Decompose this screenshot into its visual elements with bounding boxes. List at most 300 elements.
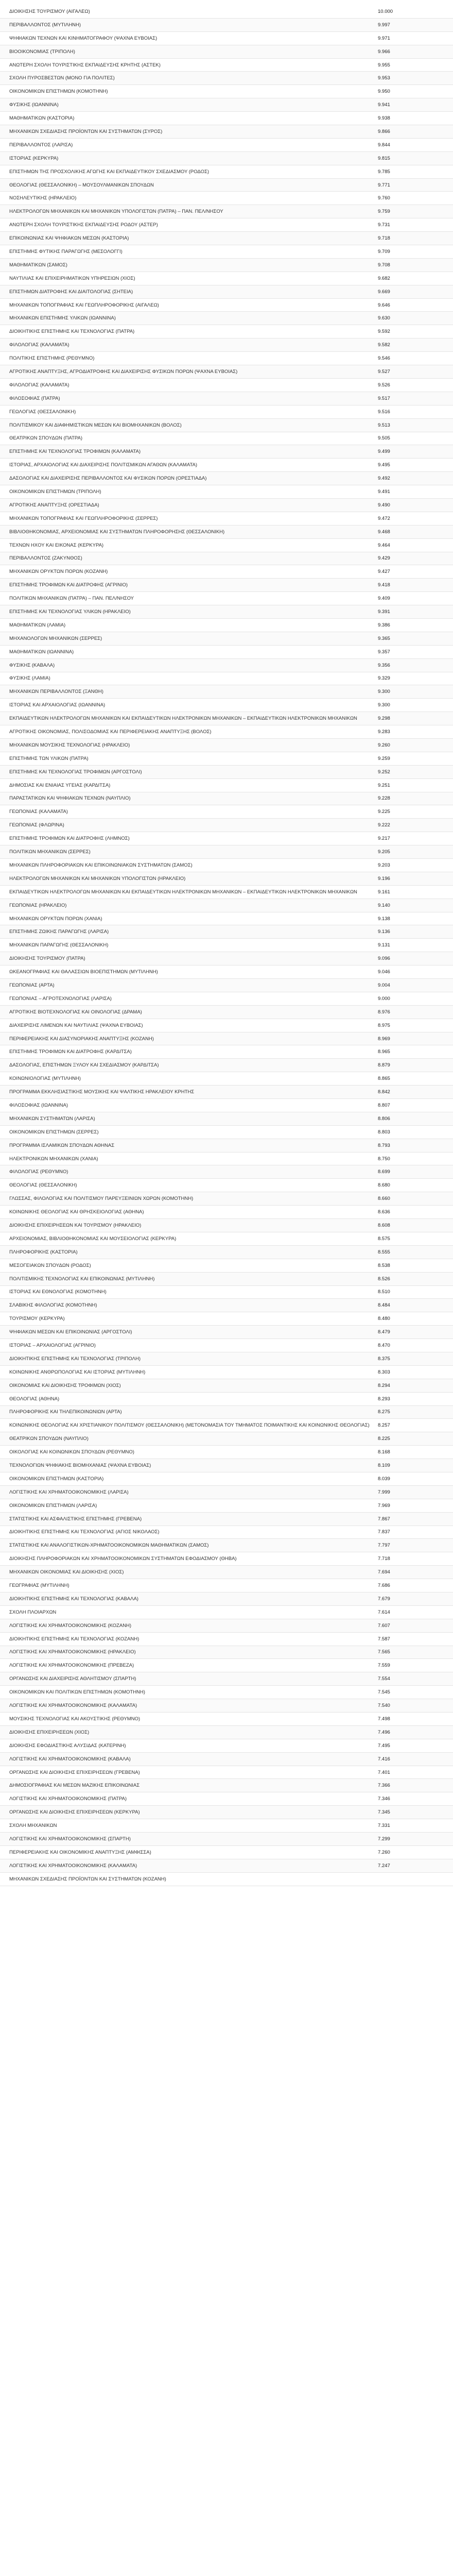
department-name: ΙΣΤΟΡΙΑΣ (ΚΕΡΚΥΡΑ) [0,151,377,165]
table-row [0,645,453,658]
department-name: ΕΠΙΣΤΗΜΗΣ ΖΩΙΚΗΣ ΠΑΡΑΓΩΓΗΣ (ΛΑΡΙΣΑ) [0,925,377,939]
department-name: ΤΟΥΡΙΣΜΟΥ (ΚΕΡΚΥΡΑ) [0,1312,377,1326]
table-row [0,859,453,872]
table-row [0,1312,453,1326]
base-score: 9.228 [377,792,453,805]
base-score: 9.592 [377,325,453,338]
base-score: 9.131 [377,939,453,952]
table-row [0,658,453,672]
base-score: 8.257 [377,1419,453,1432]
base-score: 9.955 [377,58,453,72]
department-name: ΜΟΥΣΙΚΗΣ ΤΕΧΝΟΛΟΓΙΑΣ ΚΑΙ ΑΚΟΥΣΤΙΚΗΣ (ΡΕΘΥΜΝΟ) [0,1713,377,1726]
department-name: ΔΙΟΙΚΗΤΙΚΗΣ ΕΠΙΣΤΗΜΗΣ ΚΑΙ ΤΕΧΝΟΛΟΓΙΑΣ (ΚΑΒΑΛΑ) [0,1592,377,1605]
table-row [0,498,453,512]
base-score: 9.464 [377,538,453,552]
base-score: 8.699 [377,1165,453,1179]
table-row [0,1019,453,1032]
base-score: 7.686 [377,1579,453,1592]
base-score: 7.540 [377,1699,453,1713]
department-name: ΜΕΣΟΓΕΙΑΚΩΝ ΣΠΟΥΔΩΝ (ΡΟΔΟΣ) [0,1259,377,1272]
department-name: ΕΚΠΑΙΔΕΥΤΙΚΩΝ ΗΛΕΚΤΡΟΛΟΓΩΝ ΜΗΧΑΝΙΚΩΝ ΚΑΙ ΕΚΠΑΙΔΕΥΤΙΚΩΝ ΗΛΕΚΤΡΟΝΙΚΩΝ ΜΗΧΑΝΙΚΩΝ – ΕΚΠΑΙΔΕΥΤΙΚΩΝ ΗΛΕΚΤΡΟΝΙΚΩΝ ΜΗΧΑΝΙΚΩΝ [0,885,377,899]
base-score: 9.429 [377,552,453,565]
base-score: 9.357 [377,645,453,658]
base-score: 8.168 [377,1446,453,1459]
table-row [0,1766,453,1779]
base-score: 9.468 [377,525,453,538]
department-name: ΘΕΟΛΟΓΙΑΣ (ΑΘΗΝΑ) [0,1392,377,1405]
department-name: ΔΙΟΙΚΗΤΙΚΗΣ ΕΠΙΣΤΗΜΗΣ ΚΑΙ ΤΕΧΝΟΛΟΓΙΑΣ (ΑΓΙΟΣ ΝΙΚΟΛΑΟΣ) [0,1526,377,1539]
department-name: ΟΡΓΑΝΩΣΗΣ ΚΑΙ ΔΙΟΙΚΗΣΗΣ ΕΠΙΧΕΙΡΗΣΕΩΝ (ΚΕΡΚΥΡΑ) [0,1806,377,1819]
department-name: ΕΠΙΣΤΗΜΩΝ ΤΗΣ ΠΡΟΣΧΟΛΙΚΗΣ ΑΓΩΓΗΣ ΚΑΙ ΕΚΠΑΙΔΕΥΤΙΚΟΥ ΣΧΕΔΙΑΣΜΟΥ (ΡΟΔΟΣ) [0,165,377,178]
base-score: 8.636 [377,1206,453,1219]
department-name: ΑΓΡΟΤΙΚΗΣ ΑΝΑΠΤΥΞΗΣ, ΑΓΡΟΔΙΑΤΡΟΦΗΣ ΚΑΙ ΔΙΑΧΕΙΡΙΣΗΣ ΦΥΣΙΚΩΝ ΠΟΡΩΝ (ΨΑΧΝΑ ΕΥΒΟΙΑΣ) [0,365,377,379]
table-row [0,205,453,218]
table-row [0,1059,453,1072]
department-name: ΔΑΣΟΛΟΓΙΑΣ, ΕΠΙΣΤΗΜΩΝ ΞΥΛΟΥ ΚΑΙ ΣΧΕΔΙΑΣΜΟΥ (ΚΑΡΔΙΤΣΑ) [0,1059,377,1072]
department-name: ΠΕΡΙΦΕΡΕΙΑΚΗΣ ΚΑΙ ΔΙΑΣΥΝΟΡΙΑΚΗΣ ΑΝΑΠΤΥΞΗΣ (ΚΟΖΑΝΗ) [0,1032,377,1045]
department-name: ΜΗΧΑΝΙΚΩΝ ΠΑΡΑΓΩΓΗΣ (ΘΕΣΣΑΛΟΝΙΚΗ) [0,939,377,952]
department-name: ΣΤΑΤΙΣΤΙΚΗΣ ΚΑΙ ΑΝΑΛΟΓΙΣΤΙΚΩΝ-ΧΡΗΜΑΤΟΟΙΚΟΝΟΜΙΚΩΝ ΜΑΘΗΜΑΤΙΚΩΝ (ΣΑΜΟΣ) [0,1539,377,1552]
table-row [0,965,453,979]
department-name: ΠΕΡΙΒΑΛΛΟΝΤΟΣ (ΜΥΤΙΛΗΝΗ) [0,18,377,31]
department-name: ΝΟΣΗΛΕΥΤΙΚΗΣ (ΗΡΑΚΛΕΙΟ) [0,192,377,205]
base-score: 9.418 [377,579,453,592]
base-score: 8.555 [377,1245,453,1259]
department-name: ΜΗΧΑΝΙΚΩΝ ΟΙΚΟΝΟΜΙΑΣ ΚΑΙ ΔΙΟΙΚΗΣΗΣ (ΧΙΟΣ) [0,1566,377,1579]
table-row [0,485,453,499]
department-name: ΚΟΙΝΩΝΙΚΗΣ ΘΕΟΛΟΓΙΑΣ ΚΑΙ ΧΡΙΣΤΙΑΝΙΚΟΥ ΠΟΛΙΤΙΣΜΟΥ (ΘΕΣΣΑΛΟΝΙΚΗ) (ΜΕΤΟΝΟΜΑΣΙΑ ΤΟΥ ΤΜΗΜΑΤΟΣ ΠΟΙΜΑΝΤΙΚΗΣ ΚΑΙ ΚΟΙΝΩΝΙΚΗΣ ΘΕΟΛΟΓΙΑΣ) [0,1419,377,1432]
table-row [0,1539,453,1552]
table-row [0,1192,453,1206]
base-score: 8.109 [377,1459,453,1472]
department-name: ΠΕΡΙΒΑΛΛΟΝΤΟΣ (ΛΑΡΙΣΑ) [0,138,377,151]
department-name: ΦΙΛΟΛΟΓΙΑΣ (ΚΑΛΑΜΑΤΑ) [0,338,377,352]
department-name: ΕΠΙΣΤΗΜΗΣ ΚΑΙ ΤΕΧΝΟΛΟΓΙΑΣ ΤΡΟΦΙΜΩΝ (ΑΡΓΟΣΤΟΛΙ) [0,765,377,778]
table-row [0,1206,453,1219]
table-row [0,1272,453,1285]
table-row [0,125,453,139]
department-name: ΗΛΕΚΤΡΟΝΙΚΩΝ ΜΗΧΑΝΙΚΩΝ (ΧΑΝΙΑ) [0,1152,377,1165]
base-score: 8.608 [377,1219,453,1232]
base-score: 7.498 [377,1713,453,1726]
base-score: 8.680 [377,1179,453,1192]
table-row [0,992,453,1005]
table-row [0,1072,453,1086]
department-name: ΓΛΩΣΣΑΣ, ΦΙΛΟΛΟΓΙΑΣ ΚΑΙ ΠΟΛΙΤΙΣΜΟΥ ΠΑΡΕΥΞΕΙΝΙΩΝ ΧΩΡΩΝ (ΚΟΜΟΤΗΝΗ) [0,1192,377,1206]
department-name: ΔΙΟΙΚΗΤΙΚΗΣ ΕΠΙΣΤΗΜΗΣ ΚΑΙ ΤΕΧΝΟΛΟΓΙΑΣ (ΤΡΙΠΟΛΗ) [0,1352,377,1365]
base-score: 9.709 [377,245,453,259]
table-row [0,885,453,899]
base-score: 9.513 [377,418,453,432]
table-row [0,899,453,912]
base-score: 9.252 [377,765,453,778]
base-score: 9.760 [377,192,453,205]
table-row [0,1605,453,1619]
base-score: 7.679 [377,1592,453,1605]
table-row [0,912,453,925]
base-score: 7.496 [377,1725,453,1739]
table-row [0,1446,453,1459]
department-name: ΜΑΘΗΜΑΤΙΚΩΝ (ΙΩΑΝΝΙΝΑ) [0,645,377,658]
department-name: ΔΑΣΟΛΟΓΙΑΣ ΚΑΙ ΔΙΑΧΕΙΡΙΣΗΣ ΠΕΡΙΒΑΛΛΟΝΤΟΣ ΚΑΙ ΦΥΣΙΚΩΝ ΠΟΡΩΝ (ΟΡΕΣΤΙΑΔΑ) [0,472,377,485]
table-row [0,1632,453,1646]
table-row [0,138,453,151]
base-score: 8.275 [377,1405,453,1419]
department-name: ΦΙΛΟΛΟΓΙΑΣ (ΚΑΛΑΜΑΤΑ) [0,378,377,392]
base-score: 9.630 [377,312,453,325]
table-row [0,472,453,485]
base-score: 8.803 [377,1125,453,1139]
department-name: ΔΙΟΙΚΗΣΗΣ ΕΠΙΧΕΙΡΗΣΕΩΝ (ΧΙΟΣ) [0,1725,377,1739]
table-row [0,1219,453,1232]
department-name: ΕΠΙΣΤΗΜΗΣ ΚΑΙ ΤΕΧΝΟΛΟΓΙΑΣ ΥΛΙΚΩΝ (ΗΡΑΚΛΕΙΟ) [0,605,377,619]
base-score: 9.391 [377,605,453,619]
department-name: ΘΕΑΤΡΙΚΩΝ ΣΠΟΥΔΩΝ (ΠΑΤΡΑ) [0,432,377,445]
base-score: 8.294 [377,1379,453,1392]
base-score: 8.225 [377,1432,453,1446]
base-score: 9.386 [377,618,453,632]
base-score: 8.575 [377,1232,453,1245]
department-name: ΠΕΡΙΦΕΡΕΙΑΚΗΣ ΚΑΙ ΟΙΚΟΝΟΜΙΚΗΣ ΑΝΑΠΤΥΞΗΣ (ΑΜΦΙΣΣΑ) [0,1845,377,1859]
department-name: ΜΑΘΗΜΑΤΙΚΩΝ (ΣΑΜΟΣ) [0,258,377,272]
table-row [0,1432,453,1446]
department-name: ΘΕΑΤΡΙΚΩΝ ΣΠΟΥΔΩΝ (ΝΑΥΠΛΙΟ) [0,1432,377,1446]
department-name: ΕΠΙΣΤΗΜΗΣ ΚΑΙ ΤΕΧΝΟΛΟΓΙΑΣ ΤΡΟΦΙΜΩΝ (ΚΑΛΑΜΑΤΑ) [0,445,377,459]
table-row [0,1365,453,1379]
department-name: ΜΗΧΑΝΙΚΩΝ ΣΧΕΔΙΑΣΗΣ ΠΡΟΪΟΝΤΩΝ ΚΑΙ ΣΥΣΤΗΜΑΤΩΝ (ΚΟΖΑΝΗ) [0,1872,377,1886]
table-row [0,792,453,805]
department-name: ΑΓΡΟΤΙΚΗΣ ΑΝΑΠΤΥΞΗΣ (ΟΡΕΣΤΙΑΔΑ) [0,498,377,512]
base-score: 9.785 [377,165,453,178]
table-row [0,1352,453,1365]
department-name: ΜΗΧΑΝΟΛΟΓΩΝ ΜΗΧΑΝΙΚΩΝ (ΣΕΡΡΕΣ) [0,632,377,645]
department-name: ΦΥΣΙΚΗΣ (ΚΑΒΑΛΑ) [0,658,377,672]
base-score: 9.203 [377,859,453,872]
table-row [0,618,453,632]
base-score: 9.953 [377,72,453,85]
base-score: 9.205 [377,845,453,859]
department-name: ΠΑΡΑΣΤΑΤΙΚΩΝ ΚΑΙ ΨΗΦΙΑΚΩΝ ΤΕΧΝΩΝ (ΝΑΥΠΛΙΟ) [0,792,377,805]
base-score: 8.510 [377,1285,453,1299]
base-score: 9.298 [377,712,453,725]
base-score: 9.300 [377,699,453,712]
department-name: ΟΙΚΟΝΟΜΙΚΩΝ ΕΠΙΣΤΗΜΩΝ (ΚΟΜΟΤΗΝΗ) [0,85,377,98]
department-name: ΛΟΓΙΣΤΙΚΗΣ ΚΑΙ ΧΡΗΜΑΤΟΟΙΚΟΝΟΜΙΚΗΣ (ΚΑΛΑΜΑΤΑ) [0,1699,377,1713]
department-name: ΣΧΟΛΗ ΜΗΧΑΝΙΚΩΝ [0,1819,377,1833]
table-row [0,365,453,379]
table-row [0,592,453,605]
table-row [0,151,453,165]
department-name: ΜΗΧΑΝΙΚΩΝ ΟΡΥΚΤΩΝ ΠΟΡΩΝ (ΧΑΝΙΑ) [0,912,377,925]
table-row [0,778,453,792]
base-score: 9.517 [377,392,453,405]
base-score: 7.969 [377,1499,453,1512]
department-name: ΙΣΤΟΡΙΑΣ ΚΑΙ ΕΘΝΟΛΟΓΙΑΣ (ΚΟΜΟΤΗΝΗ) [0,1285,377,1299]
department-name: ΟΙΚΟΝΟΜΙΚΩΝ ΕΠΙΣΤΗΜΩΝ (ΛΑΡΙΣΑ) [0,1499,377,1512]
department-name: ΜΗΧΑΝΙΚΩΝ ΣΧΕΔΙΑΣΗΣ ΠΡΟΪΟΝΤΩΝ ΚΑΙ ΣΥΣΤΗΜΑΤΩΝ (ΣΥΡΟΣ) [0,125,377,139]
table-row [0,1392,453,1405]
base-score: 9.966 [377,45,453,58]
department-name: ΕΠΙΣΤΗΜΩΝ ΔΙΑΤΡΟΦΗΣ ΚΑΙ ΔΙΑΙΤΟΛΟΓΙΑΣ (ΣΗΤΕΙΑ) [0,285,377,298]
department-name: ΙΣΤΟΡΙΑΣ, ΑΡΧΑΙΟΛΟΓΙΑΣ ΚΑΙ ΔΙΑΧΕΙΡΙΣΗΣ ΠΟΛΙΤΙΣΜΙΚΩΝ ΑΓΑΘΩΝ (ΚΑΛΑΜΑΤΑ) [0,459,377,472]
base-score: 7.554 [377,1672,453,1686]
base-score: 8.975 [377,1019,453,1032]
department-name: ΜΗΧΑΝΙΚΩΝ ΤΟΠΟΓΡΑΦΙΑΣ ΚΑΙ ΓΕΩΠΛΗΡΟΦΟΡΙΚΗΣ (ΣΕΡΡΕΣ) [0,512,377,525]
table-row [0,939,453,952]
table-row [0,1259,453,1272]
base-score: 7.867 [377,1512,453,1526]
department-name: ΜΗΧΑΝΙΚΩΝ ΜΟΥΣΙΚΗΣ ΤΕΧΝΟΛΟΓΙΑΣ (ΗΡΑΚΛΕΙΟ) [0,738,377,752]
department-name: ΠΛΗΡΟΦΟΡΙΚΗΣ (ΚΑΣΤΟΡΙΑ) [0,1245,377,1259]
table-row [0,1099,453,1112]
table-row [0,765,453,778]
table-row [0,418,453,432]
department-name: ΝΑΥΤΙΛΙΑΣ ΚΑΙ ΕΠΙΧΕΙΡΗΜΑΤΙΚΩΝ ΥΠΗΡΕΣΙΩΝ (ΧΙΟΣ) [0,272,377,285]
department-name: ΛΟΓΙΣΤΙΚΗΣ ΚΑΙ ΧΡΗΜΑΤΟΟΙΚΟΝΟΜΙΚΗΣ (ΠΑΤΡΑ) [0,1792,377,1806]
department-name: ΙΣΤΟΡΙΑΣ ΚΑΙ ΑΡΧΑΙΟΛΟΓΙΑΣ (ΙΩΑΝΝΙΝΑ) [0,699,377,712]
base-score: 9.251 [377,778,453,792]
department-name: ΦΙΛΟΛΟΓΙΑΣ (ΡΕΘΥΜΝΟ) [0,1165,377,1179]
base-score: 7.345 [377,1806,453,1819]
base-score: 9.582 [377,338,453,352]
department-name: ΠΟΛΙΤΙΚΩΝ ΜΗΧΑΝΙΚΩΝ (ΠΑΤΡΑ) – ΠΑΝ. ΠΕΛ/ΝΗΣΟΥ [0,592,377,605]
department-name: ΕΠΙΣΤΗΜΗΣ ΤΩΝ ΥΛΙΚΩΝ (ΠΑΤΡΑ) [0,752,377,765]
base-score: 8.526 [377,1272,453,1285]
base-score: 9.356 [377,658,453,672]
base-score: 10.000 [377,5,453,18]
table-row [0,1086,453,1099]
table-row [0,1806,453,1819]
department-name: ΗΛΕΚΤΡΟΛΟΓΩΝ ΜΗΧΑΝΙΚΩΝ ΚΑΙ ΜΗΧΑΝΙΚΩΝ ΥΠΟΛΟΓΙΣΤΩΝ (ΗΡΑΚΛΕΙΟ) [0,872,377,885]
base-score: 7.299 [377,1833,453,1846]
base-score: 9.815 [377,151,453,165]
base-score: 9.516 [377,405,453,418]
department-name: ΠΛΗΡΟΦΟΡΙΚΗΣ ΚΑΙ ΤΗΛΕΠΙΚΟΙΝΩΝΙΩΝ (ΑΡΤΑ) [0,1405,377,1419]
department-name: ΘΕΟΛΟΓΙΑΣ (ΘΕΣΣΑΛΟΝΙΚΗ) [0,1179,377,1192]
department-name: ΟΙΚΟΝΟΜΙΑΣ ΚΑΙ ΔΙΟΙΚΗΣΗΣ ΤΡΟΦΙΜΩΝ (ΧΙΟΣ) [0,1379,377,1392]
department-name: ΔΙΟΙΚΗΣΗΣ ΕΦΟΔΙΑΣΤΙΚΗΣ ΑΛΥΣΙΔΑΣ (ΚΑΤΕΡΙΝΗ) [0,1739,377,1752]
department-name: ΑΓΡΟΤΙΚΗΣ ΟΙΚΟΝΟΜΙΑΣ, ΠΟΛΙΣΟΔΟΜΙΑΣ ΚΑΙ ΠΕΡΙΦΕΡΕΙΑΚΗΣ ΑΝΑΠΤΥΞΗΣ (ΒΟΛΟΣ) [0,725,377,739]
base-score: 9.718 [377,232,453,245]
base-score: 7.797 [377,1539,453,1552]
base-score: 7.366 [377,1779,453,1792]
department-name: ΦΙΛΟΣΟΦΙΑΣ (ΙΩΑΝΝΙΝΑ) [0,1099,377,1112]
department-name: ΓΕΩΠΟΝΙΑΣ (ΑΡΤΑ) [0,979,377,992]
table-row [0,31,453,45]
department-name: ΟΙΚΟΝΟΜΙΚΩΝ ΕΠΙΣΤΗΜΩΝ (ΚΑΣΤΟΡΙΑ) [0,1472,377,1485]
department-name: ΑΡΧΕΙΟΝΟΜΙΑΣ, ΒΙΒΛΙΟΘΗΚΟΝΟΜΙΑΣ ΚΑΙ ΜΟΥΣΕΙΟΛΟΓΙΑΣ (ΚΕΡΚΥΡΑ) [0,1232,377,1245]
table-row [0,538,453,552]
department-name: ΕΠΙΚΟΙΝΩΝΙΑΣ ΚΑΙ ΨΗΦΙΑΚΩΝ ΜΕΣΩΝ (ΚΑΣΤΟΡΙΑ) [0,232,377,245]
table-row [0,1752,453,1766]
department-name: ΕΠΙΣΤΗΜΗΣ ΤΡΟΦΙΜΩΝ ΚΑΙ ΔΙΑΤΡΟΦΗΣ (ΛΗΜΝΟΣ) [0,832,377,845]
base-score: 8.538 [377,1259,453,1272]
department-name: ΓΕΩΠΟΝΙΑΣ – ΑΓΡΟΤΕΧΝΟΛΟΓΙΑΣ (ΛΑΡΙΣΑ) [0,992,377,1005]
table-row [0,1592,453,1605]
base-score: 9.997 [377,18,453,31]
department-name: ΠΡΟΓΡΑΜΜΑ ΙΣΛΑΜΙΚΩΝ ΣΠΟΥΔΩΝ ΑΘΗΝΑΣ [0,1139,377,1152]
table-row [0,18,453,31]
base-score: 9.260 [377,738,453,752]
department-name: ΓΕΩΓΡΑΦΙΑΣ (ΜΥΤΙΛΗΝΗ) [0,1579,377,1592]
table-row [0,1045,453,1059]
base-score: 9.546 [377,352,453,365]
department-name: ΣΛΑΒΙΚΗΣ ΦΙΛΟΛΟΓΙΑΣ (ΚΟΜΟΤΗΝΗ) [0,1299,377,1312]
base-score: 9.004 [377,979,453,992]
department-name: ΛΟΓΙΣΤΙΚΗΣ ΚΑΙ ΧΡΗΜΑΤΟΟΙΚΟΝΟΜΙΚΗΣ (ΗΡΑΚΛΕΙΟ) [0,1646,377,1659]
department-name: ΒΙΒΛΙΟΘΗΚΟΝΟΜΙΑΣ, ΑΡΧΕΙΟΝΟΜΙΑΣ ΚΑΙ ΣΥΣΤΗΜΑΤΩΝ ΠΛΗΡΟΦΟΡΗΣΗΣ (ΘΕΣΣΑΛΟΝΙΚΗ) [0,525,377,538]
table-row [0,1739,453,1752]
table-row [0,1379,453,1392]
department-name: ΛΟΓΙΣΤΙΚΗΣ ΚΑΙ ΧΡΗΜΑΤΟΟΙΚΟΝΟΜΙΚΗΣ (ΚΑΒΑΛΑ) [0,1752,377,1766]
table-row [0,1125,453,1139]
table-row [0,338,453,352]
base-score: 8.969 [377,1032,453,1045]
base-score: 8.293 [377,1392,453,1405]
table-row [0,1713,453,1726]
table-row [0,1552,453,1566]
base-score: 7.247 [377,1859,453,1872]
department-name: ΒΙΟΟΙΚΟΝΟΜΙΑΣ (ΤΡΙΠΟΛΗ) [0,45,377,58]
base-score: 9.492 [377,472,453,485]
department-name: ΔΙΟΙΚΗΣΗΣ ΤΟΥΡΙΣΜΟΥ (ΠΑΤΡΑ) [0,952,377,965]
base-score: 9.225 [377,805,453,819]
department-name: ΦΥΣΙΚΗΣ (ΙΩΑΝΝΙΝΑ) [0,98,377,112]
table-row [0,1419,453,1432]
department-name: ΕΠΙΣΤΗΜΗΣ ΤΡΟΦΙΜΩΝ ΚΑΙ ΔΙΑΤΡΟΦΗΣ (ΑΓΡΙΝΙΟ) [0,579,377,592]
base-score: 9.771 [377,178,453,192]
base-score: 9.222 [377,819,453,832]
department-name: ΤΕΧΝΟΛΟΓΙΩΝ ΨΗΦΙΑΚΗΣ ΒΙΟΜΗΧΑΝΙΑΣ (ΨΑΧΝΑ ΕΥΒΟΙΑΣ) [0,1459,377,1472]
department-name: ΜΗΧΑΝΙΚΩΝ ΕΠΙΣΤΗΜΗΣ ΥΛΙΚΩΝ (ΙΩΑΝΝΙΝΑ) [0,312,377,325]
table-body [0,5,453,1886]
department-name: ΓΕΩΠΟΝΙΑΣ (ΦΛΩΡΙΝΑ) [0,819,377,832]
department-name: ΕΠΙΣΤΗΜΗΣ ΤΡΟΦΙΜΩΝ ΚΑΙ ΔΙΑΤΡΟΦΗΣ (ΚΑΡΔΙΤΣΑ) [0,1045,377,1059]
table-row [0,685,453,699]
base-score: 8.479 [377,1326,453,1339]
table-row [0,1619,453,1632]
base-score: 8.660 [377,1192,453,1206]
base-score: 9.427 [377,565,453,579]
department-name: ΚΟΙΝΩΝΙΟΛΟΓΙΑΣ (ΜΥΤΙΛΗΝΗ) [0,1072,377,1086]
base-score: 8.806 [377,1112,453,1125]
department-name: ΠΟΛΙΤΙΚΩΝ ΜΗΧΑΝΙΚΩΝ (ΣΕΡΡΕΣ) [0,845,377,859]
base-score: 9.941 [377,98,453,112]
base-score: 7.495 [377,1739,453,1752]
department-name: ΜΑΘΗΜΑΤΙΚΩΝ (ΛΑΜΙΑ) [0,618,377,632]
table-row [0,1579,453,1592]
department-name: ΚΟΙΝΩΝΙΚΗΣ ΘΕΟΛΟΓΙΑΣ ΚΑΙ ΘΡΗΣΚΕΙΟΛΟΓΙΑΣ (ΑΘΗΝΑ) [0,1206,377,1219]
table-row [0,232,453,245]
base-score: 9.196 [377,872,453,885]
department-name: ΜΗΧΑΝΙΚΩΝ ΣΥΣΤΗΜΑΤΩΝ (ΛΑΡΙΣΑ) [0,1112,377,1125]
department-name: ΣΤΑΤΙΣΤΙΚΗΣ ΚΑΙ ΑΣΦΑΛΙΣΤΙΚΗΣ ΕΠΙΣΤΗΜΗΣ (ΓΡΕΒΕΝΑ) [0,1512,377,1526]
table-row [0,832,453,845]
department-name: ΔΗΜΟΣΙΑΣ ΚΑΙ ΕΝΙΑΙΑΣ ΥΓΕΙΑΣ (ΚΑΡΔΙΤΣΑ) [0,778,377,792]
department-name: ΚΟΙΝΩΝΙΚΗΣ ΑΝΘΡΩΠΟΛΟΓΙΑΣ ΚΑΙ ΙΣΤΟΡΙΑΣ (ΜΥΤΙΛΗΝΗ) [0,1365,377,1379]
base-score: 8.480 [377,1312,453,1326]
base-score: 9.096 [377,952,453,965]
base-score: 8.842 [377,1086,453,1099]
table-row [0,1245,453,1259]
table-row [0,632,453,645]
base-score: 9.136 [377,925,453,939]
department-name: ΜΗΧΑΝΙΚΩΝ ΤΟΠΟΓΡΑΦΙΑΣ ΚΑΙ ΓΕΩΠΛΗΡΟΦΟΡΙΚΗΣ (ΑΙΓΑΛΕΩ) [0,298,377,312]
department-name: ΔΗΜΟΣΙΟΓΡΑΦΙΑΣ ΚΑΙ ΜΕΣΩΝ ΜΑΖΙΚΗΣ ΕΠΙΚΟΙΝΩΝΙΑΣ [0,1779,377,1792]
base-score: 8.303 [377,1365,453,1379]
base-score: 7.587 [377,1632,453,1646]
base-score: 8.976 [377,1005,453,1019]
table-row [0,1792,453,1806]
table-row [0,845,453,859]
department-name: ΑΝΩΤΕΡΗ ΣΧΟΛΗ ΤΟΥΡΙΣΤΙΚΗΣ ΕΚΠΑΙΔΕΥΣΗΣ ΚΡΗΤΗΣ (ΑΣΤΕΚ) [0,58,377,72]
table-row [0,272,453,285]
table-row [0,925,453,939]
table-row [0,1872,453,1886]
table-row [0,192,453,205]
base-score: 9.759 [377,205,453,218]
table-row [0,1779,453,1792]
table-row [0,819,453,832]
base-score: 9.283 [377,725,453,739]
table-row [0,1152,453,1165]
base-score: 8.750 [377,1152,453,1165]
department-name: ΟΙΚΟΛΟΓΙΑΣ ΚΑΙ ΚΟΙΝΩΝΙΚΩΝ ΣΠΟΥΔΩΝ (ΡΕΘΥΜΝΟ) [0,1446,377,1459]
table-row [0,218,453,232]
base-score: 9.731 [377,218,453,232]
department-name: ΜΑΘΗΜΑΤΙΚΩΝ (ΚΑΣΤΟΡΙΑ) [0,112,377,125]
table-row [0,1112,453,1125]
base-score: 8.039 [377,1472,453,1485]
base-score: 7.718 [377,1552,453,1566]
base-score: 9.161 [377,885,453,899]
base-score: 9.300 [377,685,453,699]
department-name: ΣΧΟΛΗ ΠΛΟΙΑΡΧΩΝ [0,1605,377,1619]
table-row [0,112,453,125]
base-score: 7.260 [377,1845,453,1859]
table-row [0,725,453,739]
table-row [0,1859,453,1872]
department-name: ΨΗΦΙΑΚΩΝ ΜΕΣΩΝ ΚΑΙ ΕΠΙΚΟΙΝΩΝΙΑΣ (ΑΡΓΟΣΤΟΛΙ) [0,1326,377,1339]
table-row [0,285,453,298]
base-score: 8.965 [377,1045,453,1059]
base-score: 9.669 [377,285,453,298]
department-name: ΔΙΟΙΚΗΤΙΚΗΣ ΕΠΙΣΤΗΜΗΣ ΚΑΙ ΤΕΧΝΟΛΟΓΙΑΣ (ΚΟΖΑΝΗ) [0,1632,377,1646]
base-score: 7.545 [377,1686,453,1699]
department-name: ΠΡΟΓΡΑΜΜΑ ΕΚΚΛΗΣΙΑΣΤΙΚΗΣ ΜΟΥΣΙΚΗΣ ΚΑΙ ΨΑΛΤΙΚΗΣ ΗΡΑΚΛΕΙΟΥ ΚΡΗΤΗΣ [0,1086,377,1099]
table-row [0,672,453,685]
table-row [0,979,453,992]
base-score: 9.490 [377,498,453,512]
department-name: ΕΚΠΑΙΔΕΥΤΙΚΩΝ ΗΛΕΚΤΡΟΛΟΓΩΝ ΜΗΧΑΝΙΚΩΝ ΚΑΙ ΕΚΠΑΙΔΕΥΤΙΚΩΝ ΗΛΕΚΤΡΟΝΙΚΩΝ ΜΗΧΑΝΙΚΩΝ – ΕΚΠΑΙΔΕΥΤΙΚΩΝ ΗΛΕΚΤΡΟΝΙΚΩΝ ΜΗΧΑΝΙΚΩΝ [0,712,377,725]
department-name: ΟΙΚΟΝΟΜΙΚΩΝ ΚΑΙ ΠΟΛΙΤΙΚΩΝ ΕΠΙΣΤΗΜΩΝ (ΚΟΜΟΤΗΝΗ) [0,1686,377,1699]
table-row [0,1405,453,1419]
table-row [0,58,453,72]
table-row [0,445,453,459]
table-row [0,165,453,178]
department-name: ΩΚΕΑΝΟΓΡΑΦΙΑΣ ΚΑΙ ΘΑΛΑΣΣΙΩΝ ΒΙΟΕΠΙΣΤΗΜΩΝ (ΜΥΤΙΛΗΝΗ) [0,965,377,979]
table-row [0,1499,453,1512]
table-row [0,565,453,579]
table-row [0,1845,453,1859]
department-name: ΔΙΟΙΚΗΤΙΚΗΣ ΕΠΙΣΤΗΜΗΣ ΚΑΙ ΤΕΧΝΟΛΟΓΙΑΣ (ΠΑΤΡΑ) [0,325,377,338]
base-score: 7.559 [377,1659,453,1672]
table-row [0,1459,453,1472]
base-score: 9.329 [377,672,453,685]
table-row [0,805,453,819]
table-row [0,525,453,538]
base-score: 9.140 [377,899,453,912]
